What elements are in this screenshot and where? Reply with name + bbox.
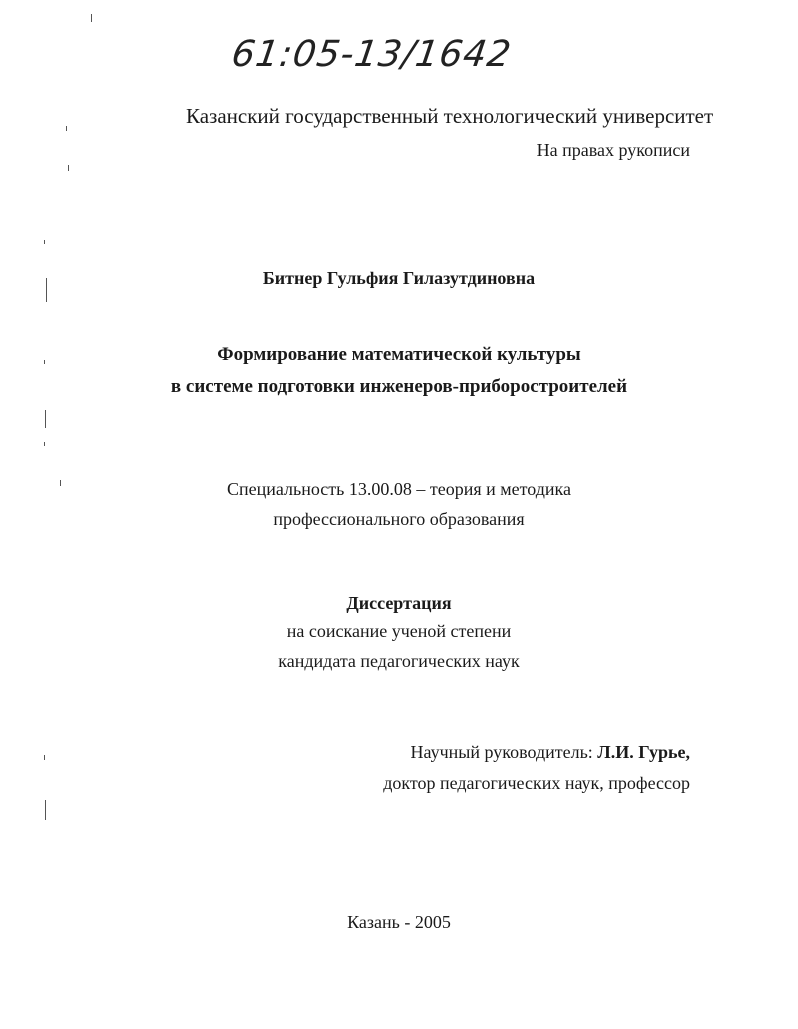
title-line: в системе подготовки инженеров-приборостроителей (170, 376, 628, 397)
specialty-block (0, 474, 798, 534)
university-name: Казанский государственный технологический университет (186, 104, 714, 128)
scan-mark (44, 755, 45, 760)
scan-mark (68, 165, 69, 171)
degree-line: кандидата педагогических наук (278, 651, 520, 671)
manuscript-note: На правах рукописи (536, 140, 690, 160)
specialty-line: Специальность 13.00.08 – теория и методика (226, 479, 572, 499)
city-year: Казань - 2005 (347, 912, 451, 932)
author-name: Битнер Гульфия Гилазутдиновна (262, 268, 536, 288)
supervisor-line (411, 742, 690, 763)
scan-mark (91, 14, 92, 22)
scan-mark (44, 240, 45, 244)
handwritten-archive-code: 61:05-13/1642 (229, 34, 515, 75)
degree-line: на соискание ученой степени (286, 621, 512, 641)
supervisor-name: Л.И. Гурье, (597, 742, 690, 762)
scan-mark (44, 442, 45, 446)
dissertation-title (0, 339, 798, 403)
dissertation-label: Диссертация (346, 593, 452, 613)
supervisor-title: доктор педагогических наук, профессор (383, 773, 690, 793)
specialty-line: профессионального образования (273, 509, 525, 529)
title-line: Формирование математической культуры (217, 344, 581, 365)
supervisor-prefix: Научный руководитель: (410, 742, 598, 762)
scan-mark (45, 410, 46, 428)
scan-mark (66, 126, 67, 131)
scan-mark (45, 800, 46, 820)
